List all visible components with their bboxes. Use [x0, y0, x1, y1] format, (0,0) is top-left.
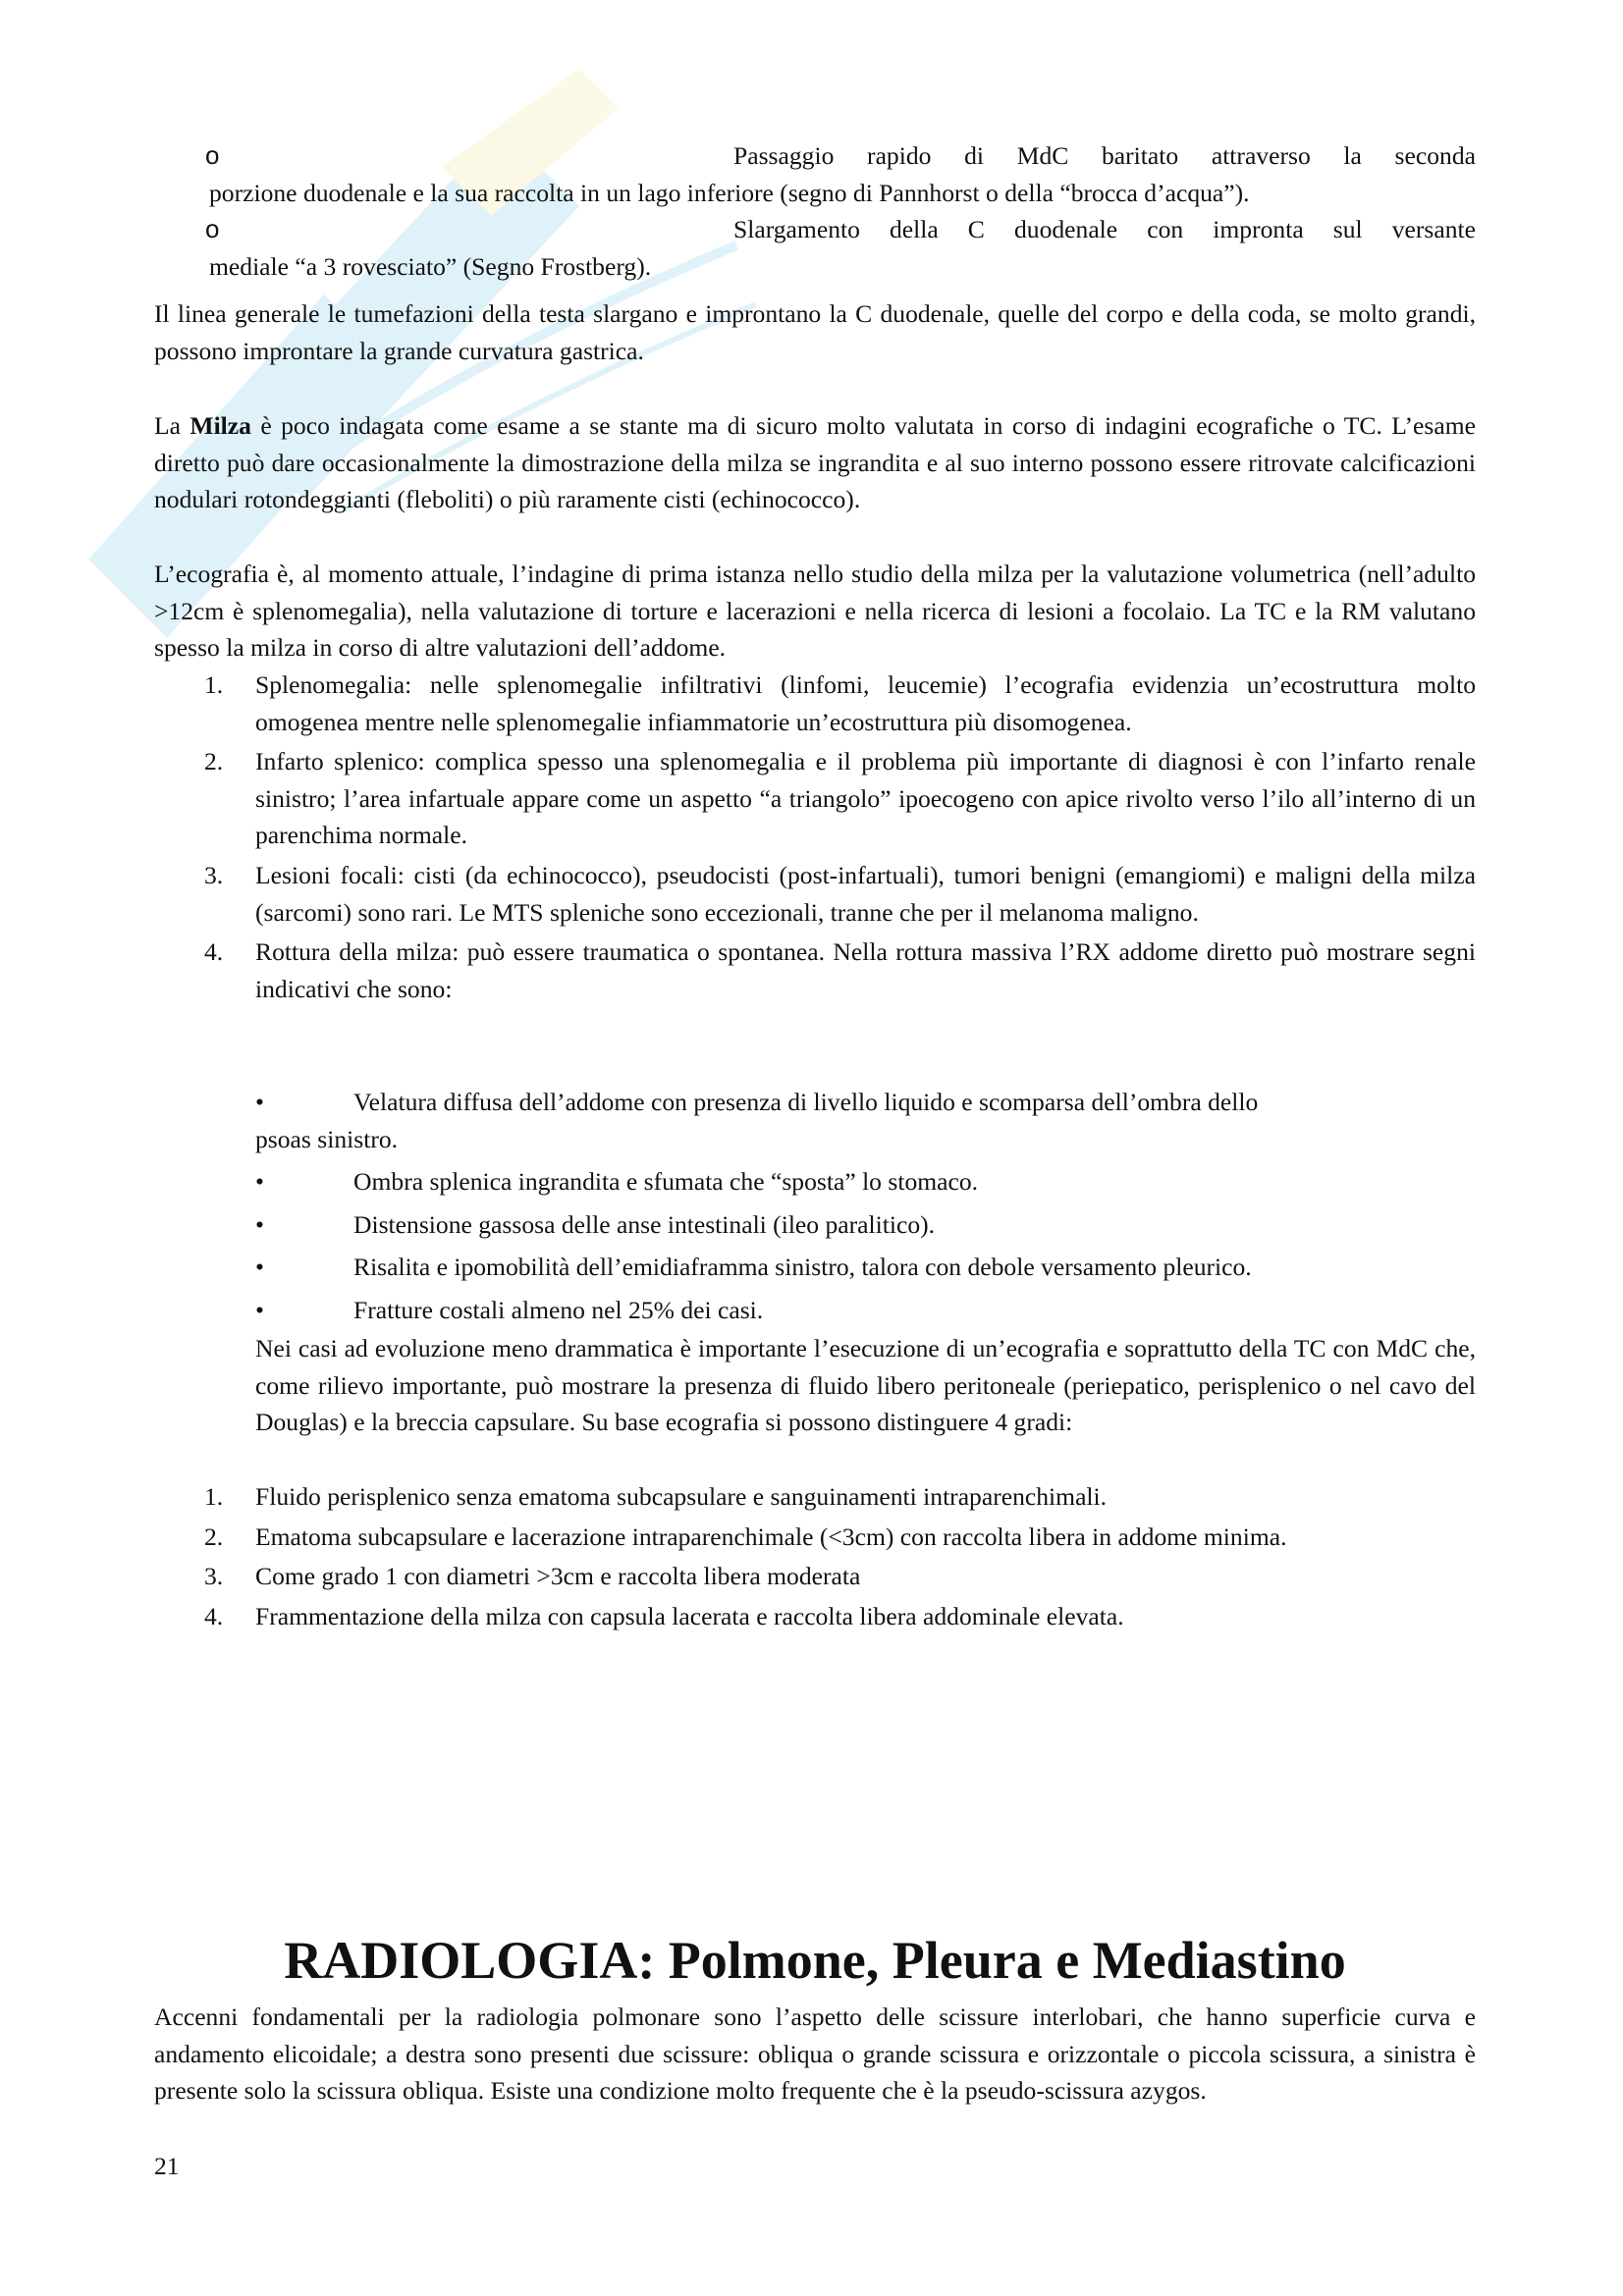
list-item-text: Slargamento della C duodenale con impronta sul versante — [733, 215, 1476, 244]
list-item — [154, 1084, 1476, 1157]
list-item-text: Splenomegalia: nelle splenomegalie infiltrativi (linfomi, leucemie) l’ecografia evidenzia un’ecostruttura molto omogenea mentre nelle splenomegalie infiammatorie un’ecostruttura più disomogenea. — [255, 670, 1476, 736]
paragraph-milza — [154, 407, 1476, 518]
list-item — [154, 1206, 1476, 1244]
text-run: La — [154, 411, 190, 440]
list-item-text: Risalita e ipomobilità dell’emidiaframma sinistro, talora con debole versamento pleurico. — [353, 1253, 1252, 1282]
list-item-text: Fratture costali almeno nel 25% dei casi. — [353, 1295, 764, 1324]
bullet-dot: • — [255, 1295, 264, 1324]
paragraph-casi: Nei casi ad evoluzione meno drammatica è importante l’esecuzione di un’ecografia e soprattutto della TC con MdC che, come rilievo importante, può mostrare la presenza di fluido libero peritoneale (periepatico, perisplenico o nel cavo del Douglas) e la breccia capsulare. Su base ecografia si possono distinguere 4 gradi: — [255, 1334, 1476, 1437]
list-item — [154, 1292, 1476, 1329]
list-item — [154, 857, 1476, 931]
numbered-list-gradi — [154, 1478, 1476, 1634]
list-item-text: Come grado 1 con diametri >3cm e raccolta libera moderata — [255, 1562, 861, 1591]
list-item-text: Ombra splenica ingrandita e sfumata che “sposta” lo stomaco. — [353, 1167, 979, 1197]
section-title: RADIOLOGIA: Polmone, Pleura e Mediastino — [284, 1931, 1346, 1991]
paragraph-polmone: Accenni fondamentali per la radiologia polmonare sono l’aspetto delle scissure interlobari, che hanno superficie curva e andamento elicoidale; a destra sono presenti due scissure: obliqua o grande scissura e orizzontale o piccola scissura, a sinistra è presente solo la scissura obliqua. Esiste una condizione molto frequente che è la pseudo-scissura azygos. — [154, 2002, 1476, 2106]
list-number: 4. — [204, 937, 224, 967]
page-number: 21 — [154, 2152, 180, 2180]
paragraph-ecografia: L’ecografia è, al momento attuale, l’indagine di prima istanza nello studio della milza per la valutazione volumetrica (nell’adulto >12cm è splenomegalia), nella valutazione di torture e lacerazioni e nella ricerca di lesioni a focolaio. La TC e la RM valutano spesso la milza in corso di altre valutazioni dell’addome. — [154, 560, 1476, 663]
list-number: 1. — [204, 1482, 224, 1511]
list-number: 1. — [204, 670, 224, 699]
list-item — [154, 743, 1476, 854]
list-item — [154, 1249, 1476, 1286]
bullet-list-dots — [154, 1084, 1476, 1329]
list-item — [154, 667, 1476, 740]
list-item-text: Distensione gassosa delle anse intestinali (ileo paralitico). — [353, 1209, 936, 1239]
list-item-text: psoas sinistro. — [255, 1124, 399, 1153]
list-item — [154, 1598, 1476, 1635]
list-item-text: Passaggio rapido di MdC baritato attraverso la seconda — [733, 141, 1476, 170]
text-run: è poco indagata come esame a se stante ma di sicuro molto valutata in corso di indagini ecografiche o TC. L’esame diretto può dare occasionalmente la dimostrazione della milza se ingrandita e al suo interno possono essere ritrovate calcificazioni nodulari rotondeggianti (fleboliti) o più raramente cisti (echinococco). — [154, 411, 1476, 514]
bullet-dot: • — [255, 1167, 264, 1197]
list-item-text: Fluido perisplenico senza ematoma subcapsulare e sanguinamenti intraparenchimali. — [255, 1482, 1108, 1511]
list-item — [154, 1519, 1476, 1556]
list-item — [154, 1478, 1476, 1516]
list-number: 4. — [204, 1601, 224, 1630]
bullet-list-o — [154, 137, 1476, 285]
bold-term: Milza — [189, 411, 251, 440]
list-item-text: Frammentazione della milza con capsula lacerata e raccolta libera addominale elevata. — [255, 1601, 1124, 1630]
list-item-text: Rottura della milza: può essere traumatica o spontanea. Nella rottura massiva l’RX addome diretto può mostrare segni indicativi che sono: — [255, 937, 1476, 1003]
list-item — [154, 211, 1476, 285]
list-item-text: Infarto splenico: complica spesso una splenomegalia e il problema più importante di diagnosi è con l’infarto renale sinistro; l’area infartuale appare come un aspetto “a triangolo” ipoecogeno con apice rivolto verso l’ilo all’interno di un parenchima normale. — [255, 747, 1476, 850]
list-item-text: porzione duodenale e la sua raccolta in un lago inferiore (segno di Pannhorst o della “brocca d’acqua”). — [209, 178, 1250, 207]
list-item-text: Ematoma subcapsulare e lacerazione intraparenchimale (<3cm) con raccolta libera in addome minima. — [255, 1522, 1287, 1551]
numbered-list-milza — [154, 667, 1476, 1007]
bullet-o: o — [205, 140, 220, 170]
list-number: 2. — [204, 747, 224, 776]
list-number: 3. — [204, 1562, 224, 1591]
bullet-dot: • — [255, 1209, 264, 1239]
list-number: 3. — [204, 860, 224, 889]
list-number: 2. — [204, 1522, 224, 1551]
list-item-text: mediale “a 3 rovesciato” (Segno Frostberg). — [209, 251, 652, 281]
paragraph-general: Il linea generale le tumefazioni della testa slargano e improntano la C duodenale, quelle del corpo e della coda, se molto grandi, possono improntare la grande curvatura gastrica. — [154, 299, 1476, 365]
bullet-dot: • — [255, 1253, 264, 1282]
list-item — [154, 1558, 1476, 1595]
bullet-dot: • — [255, 1088, 264, 1116]
list-item — [154, 934, 1476, 1007]
list-item-text: Velatura diffusa dell’addome con presenza di livello liquido e scomparsa dell’ombra dello — [353, 1088, 1259, 1116]
list-item — [154, 137, 1476, 211]
list-item-text: Lesioni focali: cisti (da echinococco), pseudocisti (post-infartuali), tumori benigni (emangiomi) e maligni della milza (sarcomi) sono rari. Le MTS spleniche sono eccezionali, tranne che per il melanoma maligno. — [255, 860, 1476, 927]
list-item — [154, 1163, 1476, 1201]
bullet-o: o — [205, 214, 220, 244]
